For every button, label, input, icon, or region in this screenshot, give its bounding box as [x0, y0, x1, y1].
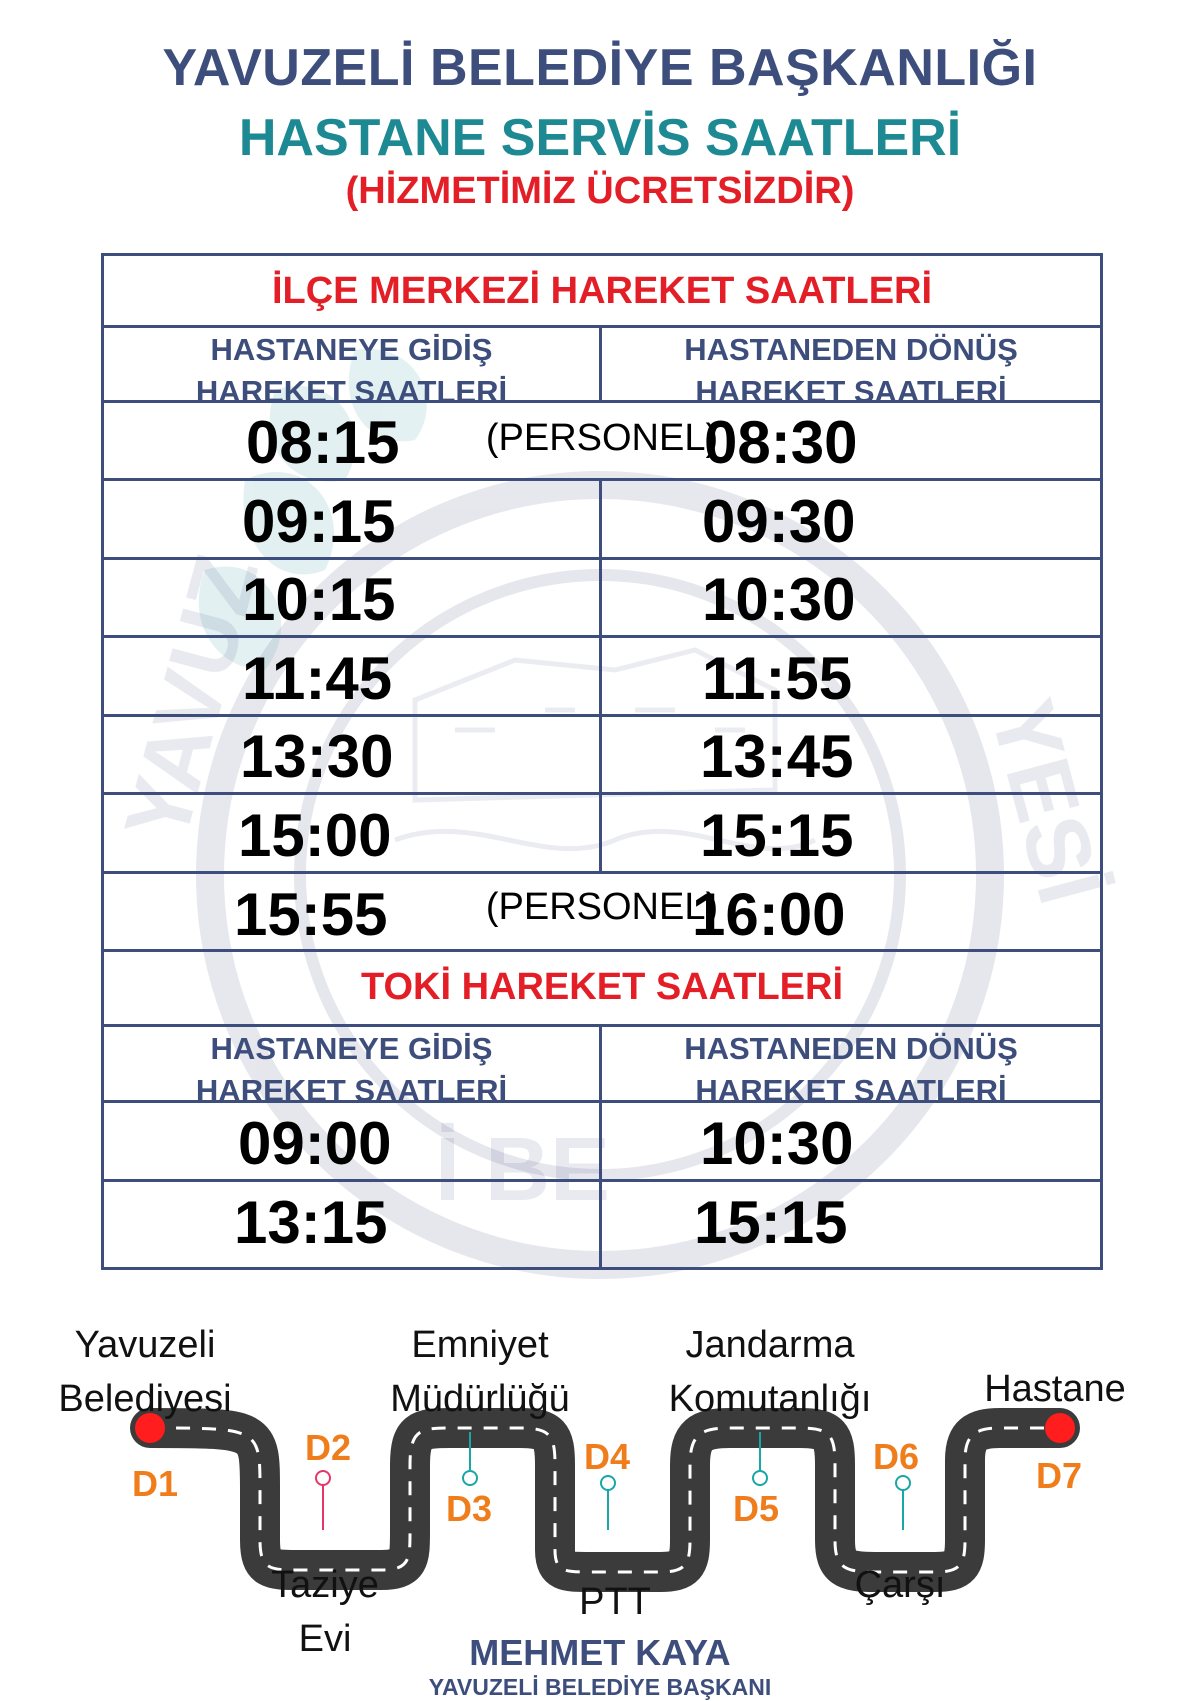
stop-name-d5: Jandarma Komutanlığı — [668, 1324, 872, 1420]
ilce-return-header-line1: HASTANEDEN DÖNÜŞ — [684, 332, 1018, 367]
ilce-go-time: 15:00 — [238, 802, 392, 869]
toki-go-time: 09:00 — [238, 1110, 392, 1177]
page-subtitle: HASTANE SERVİS SAATLERİ — [238, 109, 962, 167]
stop-name-d3: Emniyet Müdürlüğü — [390, 1324, 570, 1420]
stop-name-d2: Taziye Evi — [271, 1564, 379, 1660]
ilce-return-time: 08:30 — [704, 409, 858, 476]
toki-section-title: TOKİ HAREKET SAATLERİ — [360, 966, 844, 1008]
stop-code-d5: D5 — [733, 1488, 780, 1529]
ilce-go-time: 09:15 — [242, 488, 396, 555]
table-row — [104, 481, 1100, 560]
ilce-return-time: 11:55 — [702, 645, 853, 712]
toki-go-header-line2: HAREKET SAATLERİ — [195, 1073, 508, 1108]
toki-return-time: 10:30 — [700, 1110, 854, 1177]
ilce-return-time: 16:00 — [692, 881, 846, 948]
stop-code-d2: D2 — [305, 1427, 352, 1468]
ilce-section-title-row — [104, 256, 1100, 328]
stop-code-d3: D3 — [446, 1488, 493, 1529]
ilce-return-time: 13:45 — [700, 723, 854, 790]
ilce-go-header-line1: HASTANEYE GİDİŞ — [210, 332, 493, 367]
ilce-row-personel-afternoon — [104, 874, 1100, 952]
stop-pin-icon — [316, 1471, 330, 1530]
timetable — [101, 253, 1103, 1270]
stop-name-d7: Hastane — [984, 1368, 1126, 1410]
stop-pin-icon — [601, 1476, 615, 1530]
toki-return-header-line1: HASTANEDEN DÖNÜŞ — [684, 1031, 1018, 1066]
ilce-section-title: İLÇE MERKEZİ HAREKET SAATLERİ — [271, 270, 933, 312]
free-service-note: (HİZMETİMİZ ÜCRETSİZDİR) — [345, 170, 855, 212]
toki-column-header-row — [104, 1027, 1100, 1108]
table-row — [104, 717, 1100, 795]
toki-section-title-row — [104, 952, 1100, 1027]
stop-code-d7: D7 — [1036, 1455, 1083, 1496]
toki-go-time: 13:15 — [234, 1189, 388, 1256]
ilce-return-time: 15:15 — [700, 802, 854, 869]
watermark-text-right: YESİ — [970, 689, 1121, 914]
watermark-text-bottom: İ BE — [435, 1120, 611, 1220]
ilce-go-header — [104, 328, 602, 409]
ilce-column-header-row — [104, 328, 1100, 409]
toki-go-header — [104, 1027, 602, 1108]
toki-return-header-line2: HAREKET SAATLERİ — [695, 1073, 1007, 1108]
mayor-title: YAVUZELİ BELEDİYE BAŞKANI — [428, 1674, 772, 1700]
ilce-return-time: 09:30 — [702, 488, 856, 555]
stop-name-d6: Çarşı — [854, 1564, 946, 1606]
toki-return-header — [602, 1027, 1100, 1108]
toki-go-header-line1: HASTANEYE GİDİŞ — [210, 1031, 493, 1066]
stop-name-d4: PTT — [579, 1581, 651, 1623]
mayor-name: MEHMET KAYA — [469, 1632, 731, 1673]
table-row — [104, 560, 1100, 638]
table-row — [104, 638, 1100, 717]
table-row — [104, 795, 1100, 874]
stop-pin-icon — [896, 1476, 910, 1530]
ilce-go-header-line2: HAREKET SAATLERİ — [195, 374, 508, 409]
ilce-return-header — [602, 328, 1100, 409]
stop-code-d6: D6 — [873, 1436, 920, 1477]
page-title: YAVUZELİ BELEDİYE BAŞKANLIĞI — [162, 39, 1038, 97]
ilce-go-time: 10:15 — [242, 566, 396, 633]
ilce-return-time: 10:30 — [702, 566, 856, 633]
personel-note: (PERSONEL) — [485, 417, 719, 459]
stop-code-d4: D4 — [584, 1436, 631, 1477]
toki-return-time: 15:15 — [694, 1189, 848, 1256]
ilce-go-time: 13:30 — [240, 723, 394, 790]
ilce-go-time: 15:55 — [234, 881, 388, 948]
stop-name-d1: Yavuzeli Belediyesi — [58, 1324, 232, 1420]
watermark-text-left: YAVUZ — [106, 545, 279, 852]
end-point-icon — [1045, 1413, 1075, 1443]
ilce-go-time: 11:45 — [242, 645, 393, 712]
table-row — [104, 1182, 1100, 1267]
stop-code-d1: D1 — [132, 1463, 179, 1504]
ilce-row-personel-morning — [104, 403, 1100, 481]
ilce-go-time: 08:15 — [246, 409, 400, 476]
ilce-return-header-line2: HAREKET SAATLERİ — [695, 374, 1007, 409]
personel-note: (PERSONEL) — [485, 886, 719, 928]
table-row — [104, 1103, 1100, 1182]
